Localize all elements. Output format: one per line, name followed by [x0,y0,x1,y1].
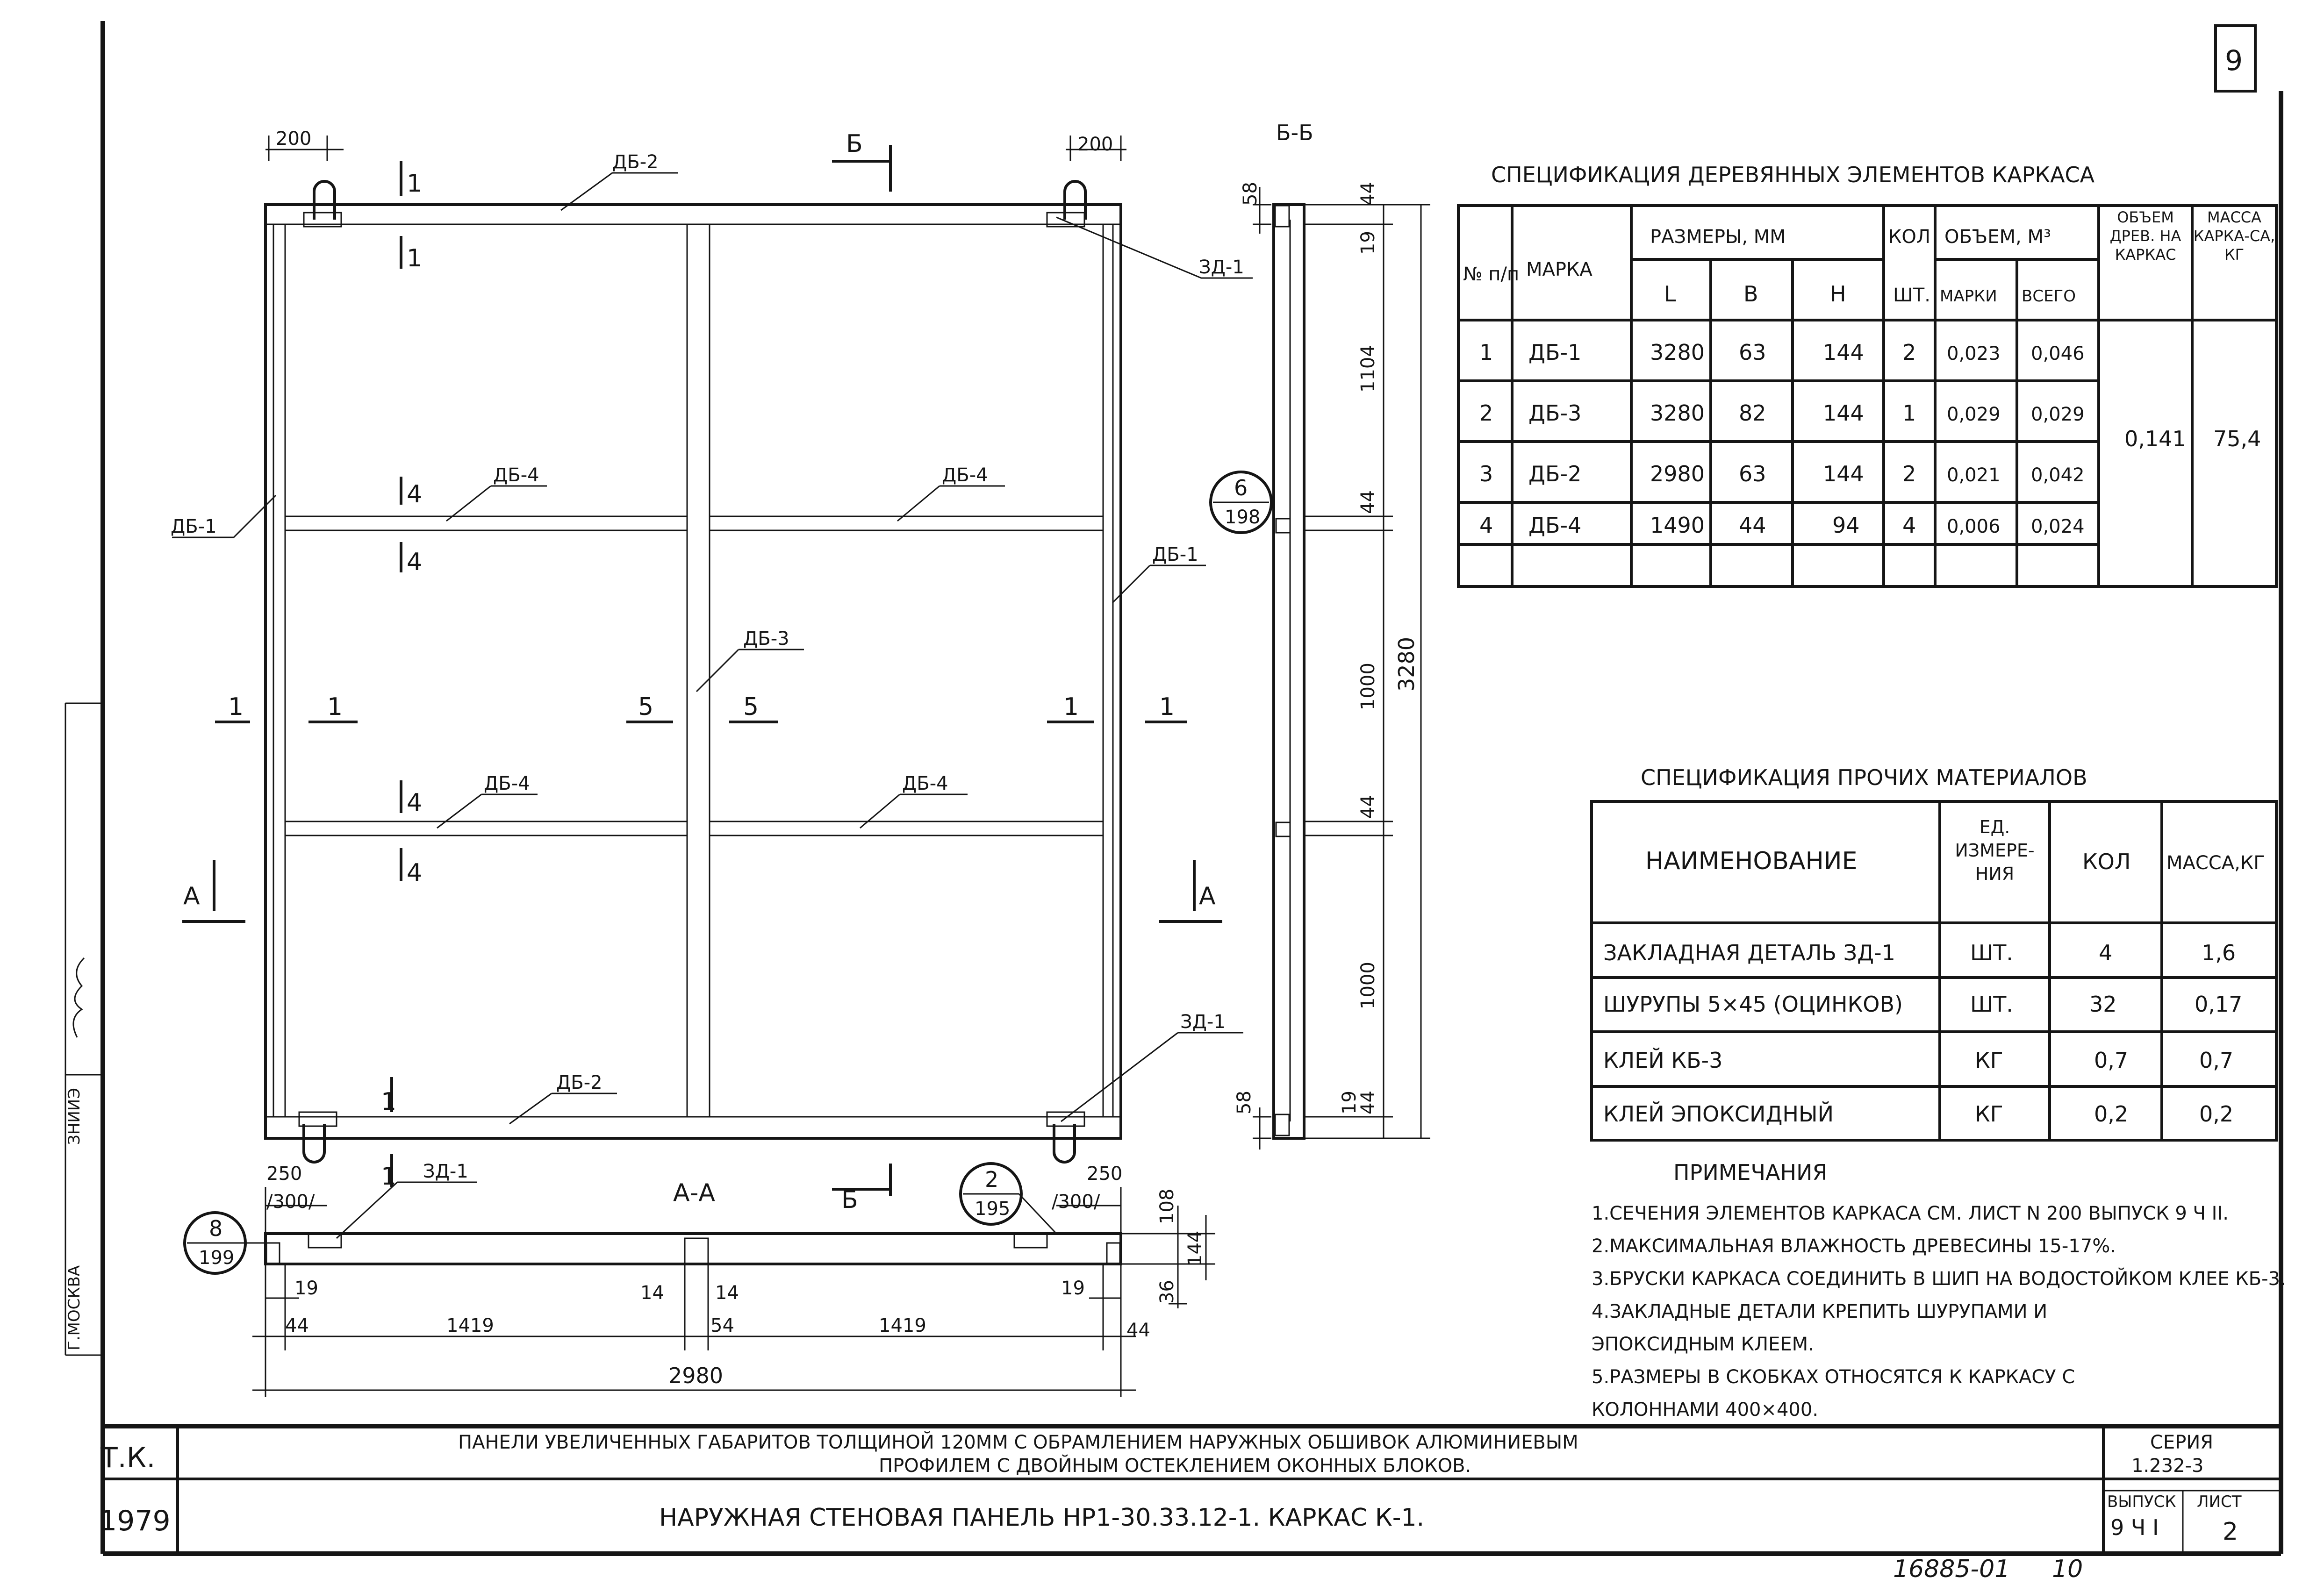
mat-r2-mass: 0,17 [2195,992,2243,1017]
bb-dim-19-bot: 19 [1339,1091,1360,1114]
cut-1-d: 1 [1159,693,1175,721]
aa-d-1419-right: 1419 [879,1315,926,1336]
wood-r1-qty: 2 [1902,340,1916,365]
wood-h-sizes: РАЗМЕРЫ, ММ [1650,226,1786,248]
cut-a-left: А [183,882,200,910]
cut-1-c: 1 [1063,693,1079,721]
wood-r4-qty: 4 [1902,513,1916,538]
label-db4-ul: ДБ-4 [493,464,539,486]
tb-subtitle-1: ПАНЕЛИ УВЕЛИЧЕННЫХ ГАБАРИТОВ ТОЛЩИНОЙ 120ММ С ОБРАМЛЕНИЕМ НАРУЖНЫХ ОБШИВОК АЛЮМИНИЕВЫМ [458,1432,1578,1453]
wood-h-volume: ОБЪЕМ, М³ [1944,226,2051,248]
mat-h-qty: КОЛ [2082,849,2131,874]
tb-title: НАРУЖНАЯ СТЕНОВАЯ ПАНЕЛЬ НР1-30.33.12-1. КАРКАС К-1. [659,1504,1425,1532]
wood-h-H: Н [1830,281,1846,307]
wood-h-L: L [1664,281,1676,307]
note-2: 2.МАКСИМАЛЬНАЯ ВЛАЖНОСТЬ ДРЕВЕСИНЫ 15-17%. [1592,1235,2116,1257]
elevation-leaders [172,173,1253,1124]
wood-r2-vm: 0,029 [1947,404,2001,425]
mat-r1-mass: 1,6 [2202,940,2236,965]
bb-callout-top: 6 [1234,475,1248,500]
mat-r4-mass: 0,2 [2199,1101,2234,1127]
cut-1-top-a: 1 [407,170,423,198]
wood-r2-mark: ДБ-3 [1528,400,1582,426]
cut-1-bot-a: 1 [381,1088,397,1116]
label-zd1-bottom: ЗД-1 [1180,1011,1226,1033]
aa-callout-left-top: 8 [209,1216,223,1241]
aa-d-19-right: 19 [1061,1278,1085,1299]
wood-r4-L: 1490 [1650,513,1705,538]
tb-series-label: СЕРИЯ [2150,1432,2214,1453]
wood-h-wood-volume: ОБЪЕМ ДРЕВ. НА КАРКАС [2109,208,2181,264]
aa-d-44-right: 44 [1126,1320,1150,1341]
wood-volume-value: 0,141 [2124,426,2186,451]
mat-h-unit: ЕД. ИЗМЕРЕ-НИЯ [1955,817,2035,884]
aa-callout-left-bottom: 199 [199,1247,235,1269]
cut-4-b: 4 [407,548,423,576]
mat-r3-mass: 0,7 [2199,1048,2234,1073]
aa-d-14-b: 14 [715,1282,739,1304]
wood-r4-vm: 0,006 [1947,516,2001,537]
label-db4-ll: ДБ-4 [484,773,530,794]
wood-r1-vm: 0,023 [1947,343,2001,364]
cut-5-a: 5 [638,693,654,721]
bb-dim-19-top: 19 [1357,231,1379,255]
wood-r2-vt: 0,029 [2031,404,2085,425]
notes-title: ПРИМЕЧАНИЯ [1673,1160,1828,1185]
wood-r3-H: 144 [1823,461,1864,486]
tb-sheet-value: 2 [2223,1518,2238,1546]
tb-sheet-label: ЛИСТ [2197,1492,2242,1511]
bb-dim-44-bot: 44 [1357,1091,1379,1114]
wood-r2-B: 82 [1739,400,1766,426]
label-db2-bottom: ДБ-2 [556,1072,603,1093]
bb-dim-44-top: 44 [1357,182,1379,206]
bb-dim-58-bot: 58 [1234,1091,1255,1114]
aa-d-36: 36 [1156,1280,1178,1304]
tb-series-value: 1.232-3 [2131,1455,2204,1477]
aa-left-top: 250 [266,1163,302,1185]
mat-h-name: НАИМЕНОВАНИЕ [1645,847,1858,875]
bb-dim-1000-b: 1000 [1357,962,1379,1009]
mat-r2-unit: ШТ. [1970,992,2013,1017]
wood-r1-vt: 0,046 [2031,343,2085,364]
wood-r3-vm: 0,021 [1947,464,2001,486]
tb-org: Т.К. [100,1442,156,1474]
aa-callout-right-bottom: 195 [975,1198,1011,1220]
aa-d-144: 144 [1184,1230,1206,1266]
tb-issue-value: 9 Ч I [2110,1515,2159,1540]
mat-r3-name: КЛЕЙ КБ-3 [1603,1048,1723,1073]
bb-dim-44-a: 44 [1357,490,1379,514]
section-bb-title: Б-Б [1276,120,1313,145]
bb-dim-44-b: 44 [1357,795,1379,819]
wood-r1-L: 3280 [1650,340,1705,365]
aa-d-54: 54 [710,1315,734,1336]
aa-d-1419-left: 1419 [446,1315,494,1336]
wood-r1-no: 1 [1479,340,1493,365]
wood-r4-mark: ДБ-4 [1528,513,1582,538]
bb-callout-bottom: 198 [1225,507,1261,528]
wood-spec-title: СПЕЦИФИКАЦИЯ ДЕРЕВЯННЫХ ЭЛЕМЕНТОВ КАРКАСА [1491,162,2095,187]
aa-right-bottom: /300/ [1052,1191,1100,1213]
note-4b: ЭПОКСИДНЫМ КЛЕЕМ. [1592,1334,1814,1355]
aa-left-bottom: /300/ [266,1191,315,1213]
material-spec-title: СПЕЦИФИКАЦИЯ ПРОЧИХ МАТЕРИАЛОВ [1641,765,2087,790]
cut-marks [182,145,1222,1196]
wood-r1-H: 144 [1823,340,1864,365]
stamp-number: 16885-01 [1893,1555,2010,1578]
stamp-page: 10 [2052,1555,2083,1578]
dim-200-right: 200 [1077,134,1113,155]
cut-b-bottom: Б [841,1186,858,1214]
cut-b-top: Б [846,130,863,158]
bb-dim-total: 3280 [1394,636,1419,692]
bb-dim-1104: 1104 [1357,345,1379,393]
wood-r3-mark: ДБ-2 [1528,461,1582,486]
wood-r1-mark: ДБ-1 [1528,340,1582,365]
corner-number: 9 [2225,44,2243,77]
aa-d-44-left: 44 [285,1315,309,1336]
tb-issue-label: ВЫПУСК [2107,1492,2176,1511]
wood-r3-B: 63 [1739,461,1766,486]
wood-h-qty-unit: ШТ. [1893,285,1930,306]
tb-year: 1979 [99,1505,171,1537]
cut-1-bot-b: 1 [381,1163,397,1191]
wood-r2-L: 3280 [1650,400,1705,426]
wood-r4-H: 94 [1832,513,1860,538]
wood-r3-no: 3 [1479,461,1493,486]
wood-r3-vt: 0,042 [2031,464,2085,486]
mat-r2-name: ШУРУПЫ 5×45 (ОЦИНКОВ) [1603,992,1903,1017]
bb-dim-58-top: 58 [1240,182,1261,206]
aa-d-14-a: 14 [640,1282,664,1304]
wood-r2-H: 144 [1823,400,1864,426]
wood-r4-vt: 0,024 [2031,516,2085,537]
wood-h-vol-total: ВСЕГО [2022,287,2076,306]
mat-r1-name: ЗАКЛАДНАЯ ДЕТАЛЬ ЗД-1 [1603,940,1895,965]
note-5b: КОЛОННАМИ 400×400. [1592,1399,1819,1421]
note-3: 3.БРУСКИ КАРКАСА СОЕДИНИТЬ В ШИП НА ВОДОСТОЙКОМ КЛЕЕ КБ-3. [1592,1268,2286,1290]
label-db4-ur: ДБ-4 [942,464,988,486]
label-db1-left: ДБ-1 [171,516,217,537]
wood-r4-B: 44 [1739,513,1766,538]
cut-a-right: А [1199,882,1216,910]
mat-r1-unit: ШТ. [1970,940,2013,965]
wood-h-no: № п/п [1463,264,1520,285]
cut-1-a: 1 [228,693,244,721]
mat-r1-qty: 4 [2099,940,2113,965]
aa-d-total: 2980 [668,1363,724,1388]
cut-5-b: 5 [743,693,759,721]
label-db1-right: ДБ-1 [1152,544,1198,565]
mat-r3-unit: КГ [1975,1048,2003,1073]
note-4: 4.ЗАКЛАДНЫЕ ДЕТАЛИ КРЕПИТЬ ШУРУПАМИ И [1592,1301,2048,1322]
wood-h-mass: МАССА КАРКА-СА, КГ [2193,208,2275,264]
aa-d-108: 108 [1156,1188,1178,1224]
mat-r3-qty: 0,7 [2094,1048,2129,1073]
frame-elevation [265,181,1121,1162]
label-db3: ДБ-3 [743,628,789,650]
cut-1-top-b: 1 [407,244,423,272]
cut-4-d: 4 [407,859,423,887]
signature [73,958,84,1037]
label-db2-top: ДБ-2 [612,151,659,173]
wood-mass-value: 75,4 [2213,426,2261,451]
wood-h-mark: МАРКА [1526,259,1592,280]
mat-r2-qty: 32 [2089,992,2117,1017]
wood-h-qty: КОЛ [1888,226,1930,248]
wood-r2-no: 2 [1479,400,1493,426]
mat-r4-name: КЛЕЙ ЭПОКСИДНЫЙ [1603,1101,1834,1127]
section-aa-title: А-А [673,1179,715,1207]
label-zd1-top: ЗД-1 [1199,257,1244,278]
wood-r3-L: 2980 [1650,461,1705,486]
side-text: ЗНИИЭ [65,1088,84,1145]
aa-right-top: 250 [1087,1163,1123,1185]
wood-h-vol-mark: МАРКИ [1940,287,1997,306]
tb-subtitle-2: ПРОФИЛЕМ С ДВОЙНЫМ ОСТЕКЛЕНИЕМ ОКОННЫХ БЛОКОВ. [879,1455,1471,1477]
cut-4-c: 4 [407,789,423,817]
cut-1-b: 1 [327,693,343,721]
side-city: Г.МОСКВА [65,1265,84,1350]
bb-dim-1000-a: 1000 [1357,663,1379,710]
wood-r3-qty: 2 [1902,461,1916,486]
elevation-top-dims [265,136,1126,161]
wood-r2-qty: 1 [1902,400,1916,426]
dim-200-left: 200 [276,128,312,150]
note-1: 1.СЕЧЕНИЯ ЭЛЕМЕНТОВ КАРКАСА СМ. ЛИСТ N 200 ВЫПУСК 9 Ч II. [1592,1203,2229,1224]
wood-h-B: В [1743,281,1758,307]
wood-r4-no: 4 [1479,513,1493,538]
aa-d-19-left: 19 [294,1278,318,1299]
cut-4-a: 4 [407,480,423,508]
wood-r1-B: 63 [1739,340,1766,365]
label-db4-lr: ДБ-4 [902,773,948,794]
mat-r4-unit: КГ [1975,1101,2003,1127]
mat-h-mass: МАССА,КГ [2166,852,2265,874]
mat-r4-qty: 0,2 [2094,1101,2129,1127]
aa-zd1: ЗД-1 [423,1161,468,1182]
aa-callout-right-top: 2 [985,1167,999,1192]
note-5: 5.РАЗМЕРЫ В СКОБКАХ ОТНОСЯТСЯ К КАРКАСУ С [1592,1366,2075,1388]
